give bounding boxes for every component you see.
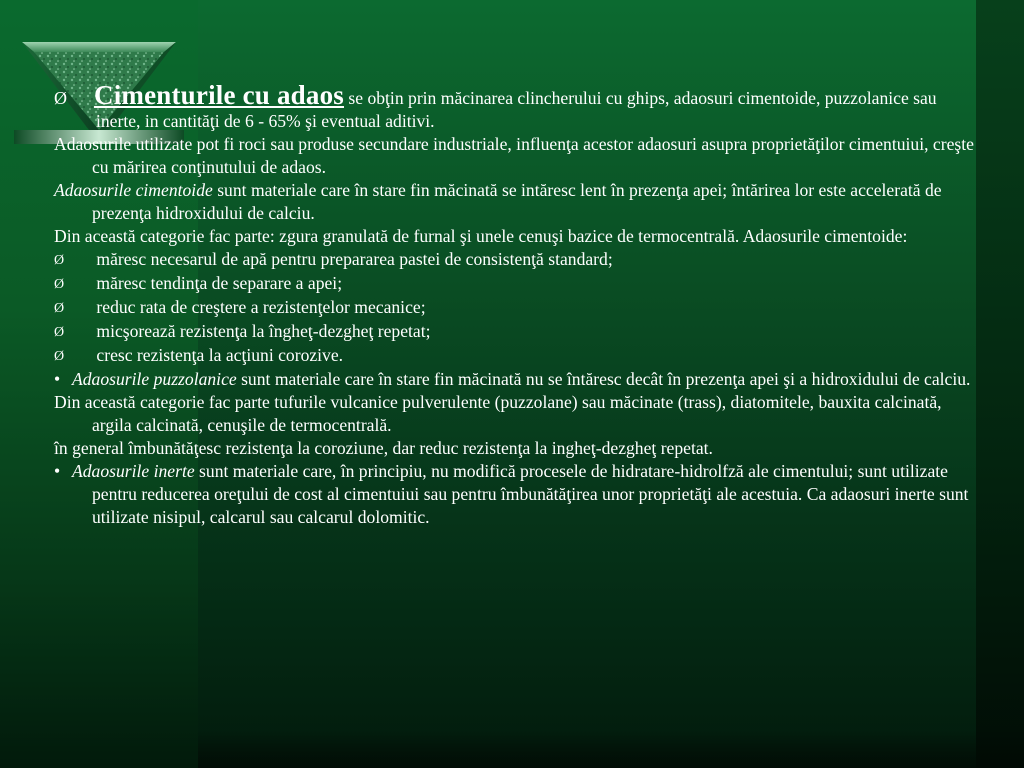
effect-item [54, 344, 974, 368]
intro-text: se obţin prin măcinarea clincherului cu ghips, adaosuri cimentoide, puzzolanice sau inerte, in cantităţi de 6 - 65% şi eventual aditivi. [96, 88, 937, 131]
inerte-text: sunt materiale care, în principiu, nu modifică procesele de hidratare-hidrolfză ale cimentului; sunt utilizate pentru reducerea oreţului de cost al cimentuiui sau pentru îmbunătăţirea unor proprietăţi ale acestuia. Ca adaosuri inerte sunt utilizate nisipul, calcarul sau calcarul dolomitic. [92, 461, 969, 527]
check-arrow-icon: Ø [54, 325, 65, 340]
bullet-dot-icon: • [54, 461, 61, 481]
effect-item [54, 320, 974, 344]
category-paragraph: Din această categorie fac parte: zgura granulată de furnal şi unele cenuşi bazice de termocentrală. Adaosurile cimentoide: [54, 226, 908, 246]
term-inerte: Adaosurile inerte [72, 461, 195, 481]
effect-text: cresc rezistenţa la acţiuni corozive. [92, 345, 344, 365]
check-arrow-icon: Ø [54, 349, 65, 364]
intro-paragraph [54, 80, 974, 133]
check-arrow-icon: Ø [54, 301, 65, 316]
slide-content [54, 80, 974, 529]
effect-text: micşorează rezistenţa la îngheţ-dezgheţ repetat; [92, 321, 431, 341]
effect-item [54, 296, 974, 320]
inerte-paragraph [54, 460, 974, 529]
puzz-category-paragraph: Din această categorie fac parte tufurile vulcanice pulverulente (puzzolane) sau măcinate (trass), diatomitele, bauxita calcinată, argila calcinată, cenuşile de termocentrală. [54, 392, 942, 435]
check-arrow-icon: Ø [54, 253, 65, 268]
effect-text: măresc necesarul de apă pentru prepararea pastei de consistenţă standard; [92, 249, 613, 269]
background-bottom-shade [198, 730, 1024, 768]
effect-item [54, 248, 974, 272]
check-arrow-icon: Ø [54, 88, 67, 108]
heading-cimenturile-cu-adaos: Cimenturile cu adaos [94, 80, 344, 110]
puzzolanice-text: sunt materiale care în stare fin măcinată nu se întăresc decât în prezenţa apei şi a hidroxidului de calciu. [236, 369, 971, 389]
general-paragraph: în general îmbunătăţesc rezistenţa la coroziune, dar reduc rezistenţa la ingheţ-dezgheţ repetat. [54, 438, 713, 458]
cimentoide-paragraph [54, 179, 974, 225]
cimentoide-text: sunt materiale care în stare fin măcinată se intăresc lent în prezenţa apei; întărirea lor este accelerată de prezenţa hidroxidului de calciu. [92, 180, 942, 223]
term-puzzolanice: Adaosurile puzzolanice [72, 369, 237, 389]
term-cimentoide: Adaosurile cimentoide [54, 180, 213, 200]
bullet-dot-icon: • [54, 369, 61, 389]
background-right-shade [976, 0, 1024, 768]
effect-text: măresc tendinţa de separare a apei; [92, 273, 343, 293]
effect-text: reduc rata de creştere a rezistenţelor mecanice; [92, 297, 426, 317]
check-arrow-icon: Ø [54, 277, 65, 292]
additives-paragraph: Adaosurile utilizate pot fi roci sau produse secundare industriale, influenţa acestor adaosuri asupra proprietăţilor cimentuiui, creşte cu mărirea conţinutului de adaos. [54, 134, 974, 177]
effect-item [54, 272, 974, 296]
puzzolanice-paragraph [54, 368, 974, 391]
